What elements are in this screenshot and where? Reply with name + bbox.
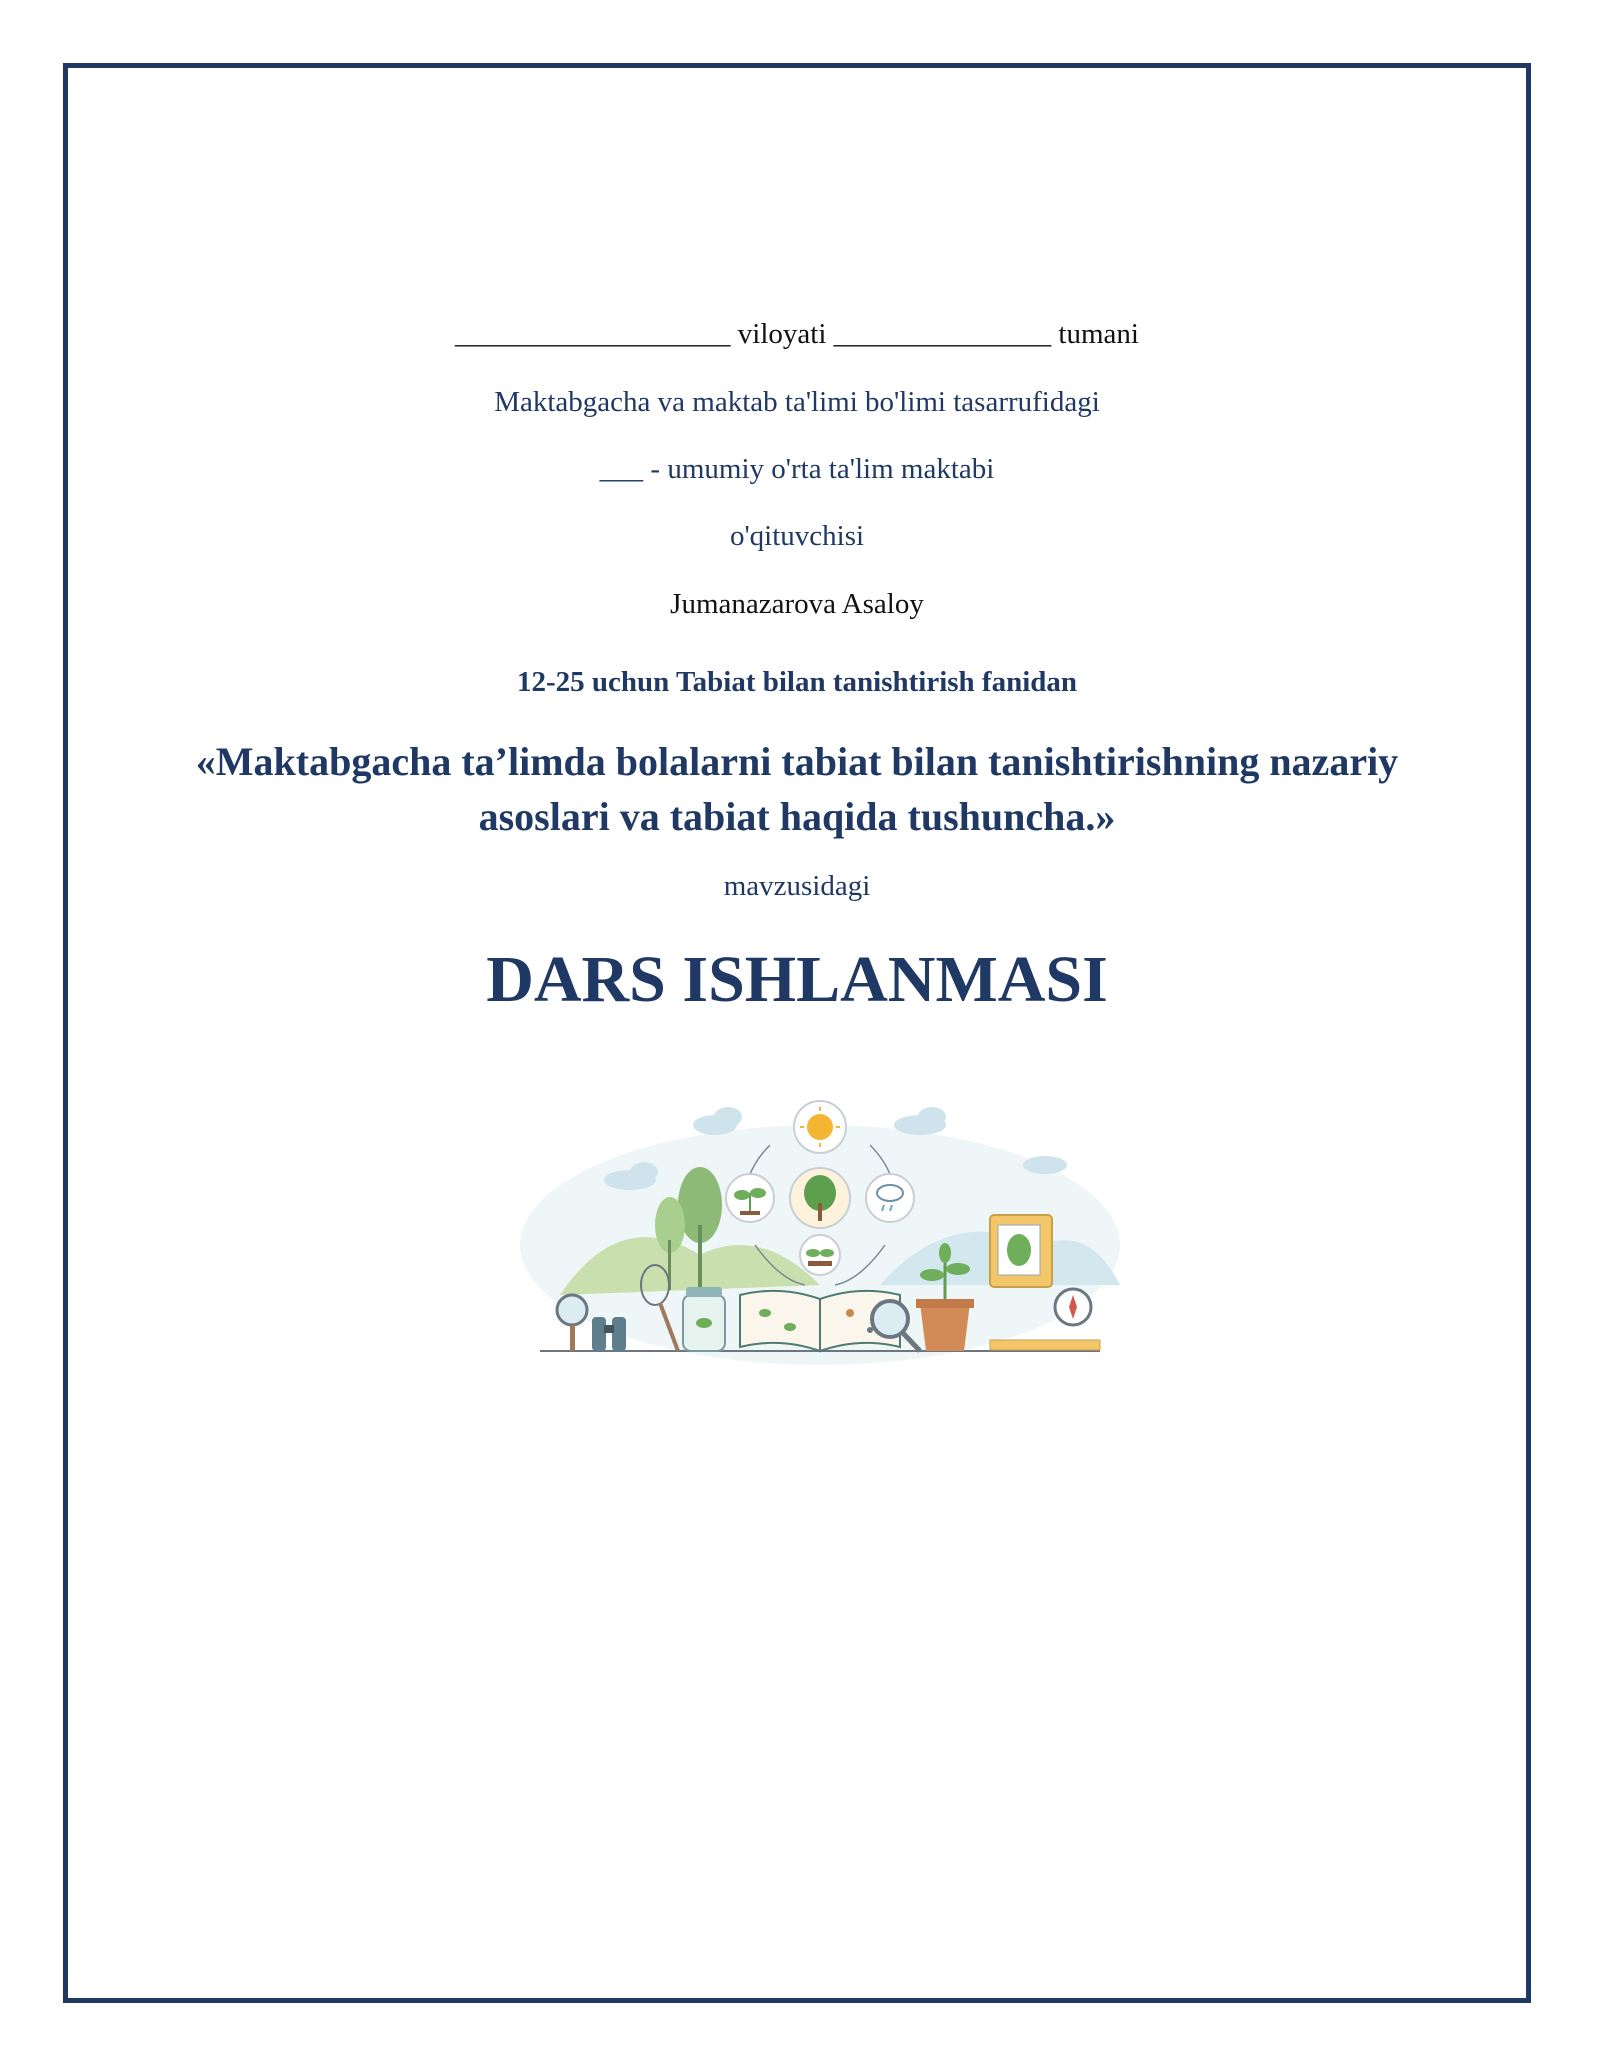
sprout-icon	[800, 1235, 840, 1275]
folder-icon	[990, 1215, 1052, 1287]
ruler-icon	[990, 1340, 1100, 1350]
sprout-icon	[726, 1174, 774, 1222]
topic-title: «Maktabgacha ta’limda bolalarni tabiat bilan tanishtirishning nazariy asoslari va tabiat haqida tushuncha.»	[195, 739, 1399, 839]
document-title: DARS ISHLANMASI	[486, 943, 1108, 1016]
tree-icon	[790, 1168, 850, 1228]
role-line: o'qituvchisi	[729, 520, 865, 552]
topic-suffix: mavzusidagi	[723, 870, 871, 902]
teacher-name: Jumanazarova Asaloy	[670, 588, 924, 620]
department-line: Maktabgacha va maktab ta'limi bo'limi tasarrufidagi	[494, 386, 1100, 418]
sun-icon	[794, 1101, 846, 1153]
subject-line: 12-25 uchun Tabiat bilan tanishtirish fanidan	[516, 666, 1078, 698]
region-line: ___________________ viloyati _______________ tumani	[455, 318, 1139, 350]
jar-icon	[683, 1287, 725, 1351]
school-line: ___ - umumiy o'rta ta'lim maktabi	[599, 453, 995, 485]
nature-illustration	[500, 1055, 1140, 1405]
rain-cloud-icon	[866, 1174, 914, 1222]
page-border	[63, 63, 1531, 2003]
compass-icon	[1055, 1289, 1091, 1325]
